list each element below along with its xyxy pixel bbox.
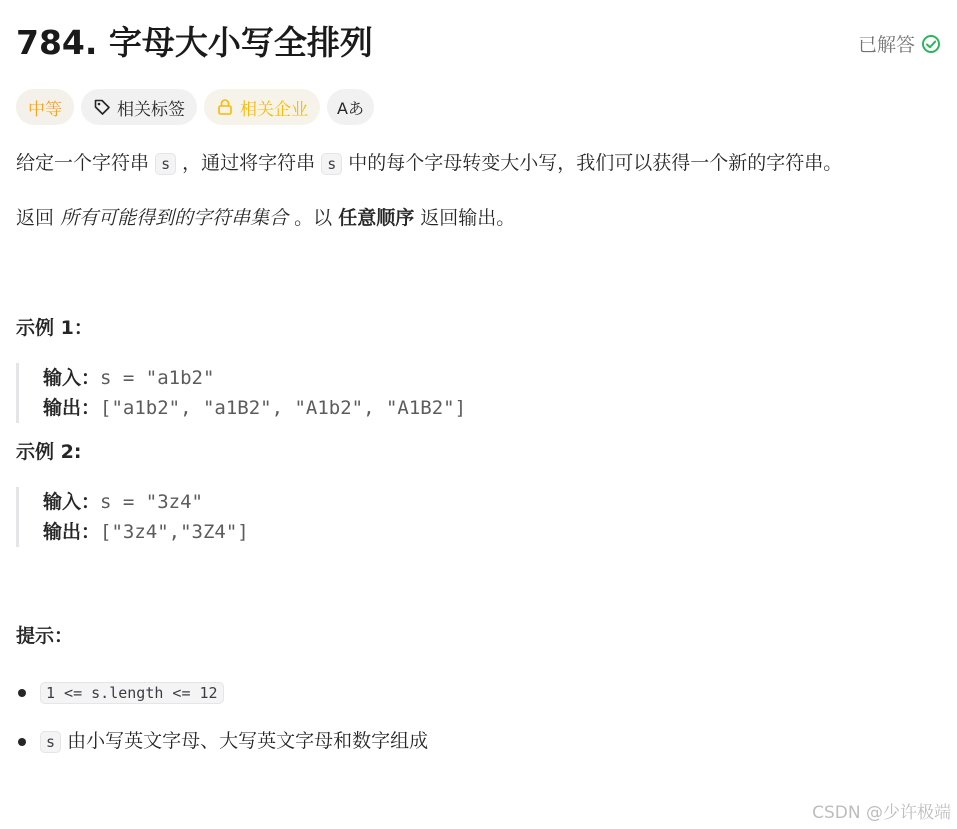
input-label: 输入： [43, 491, 101, 513]
related-companies-button[interactable] [204, 89, 320, 125]
related-companies-label: 相关企业 [240, 99, 308, 120]
hints-list [16, 675, 941, 759]
problem-header [16, 18, 941, 68]
example-1-input [43, 363, 941, 393]
check-circle-icon [921, 34, 941, 54]
related-topics-button[interactable] [81, 89, 197, 125]
description-paragraph-2 [16, 203, 941, 233]
inline-code: s [40, 731, 61, 753]
example-1-title: 示例 1： [16, 317, 93, 339]
problem-description [16, 148, 941, 773]
translate-icon: Aあ [337, 98, 364, 118]
problem-title: 784. 字母大小写全排列 [16, 23, 373, 62]
example-2-output [43, 517, 941, 547]
inline-code: 1 <= s.length <= 12 [40, 682, 224, 704]
example-2-block [16, 487, 941, 547]
text-span: 返回输出。 [420, 207, 516, 229]
text-span: 返回 [16, 207, 55, 229]
hint-item [16, 724, 941, 759]
solved-label: 已解答 [857, 34, 915, 56]
difficulty-tag[interactable] [16, 89, 74, 125]
output-label: 输出： [43, 397, 101, 419]
tag-bar [16, 89, 374, 125]
hint-item [16, 675, 941, 710]
difficulty-label: 中等 [28, 99, 62, 120]
strong-text: 任意顺序 [338, 207, 415, 229]
text-span: 给定一个字符串 [16, 152, 150, 174]
inline-code: s [321, 153, 342, 175]
input-value: s = "3z4" [100, 491, 203, 513]
emphasis-text: 所有可能得到的字符串集合 [60, 207, 289, 229]
example-2-title: 示例 2: [16, 441, 82, 463]
tag-icon [93, 98, 111, 116]
related-topics-label: 相关标签 [117, 99, 185, 120]
example-1-block [16, 363, 941, 423]
output-value: ["a1b2", "a1B2", "A1b2", "A1B2"] [100, 397, 467, 419]
inline-code: s [155, 153, 176, 175]
text-span: 。以 [294, 207, 333, 229]
input-label: 输入： [43, 367, 101, 389]
translate-button[interactable] [327, 89, 374, 125]
output-value: ["3z4","3Z4"] [100, 521, 249, 543]
input-value: s = "a1b2" [100, 367, 215, 389]
description-paragraph-1 [16, 148, 941, 179]
output-label: 输出： [43, 521, 101, 543]
text-span: 中的每个字母转变大小写，我们可以获得一个新的字符串。 [348, 152, 843, 174]
hints-title: 提示： [16, 625, 74, 647]
hint-text: 由小写英文字母、大写英文字母和数字组成 [67, 730, 429, 752]
text-span: ，通过将字符串 [182, 152, 316, 174]
watermark: CSDN @少许极端 [812, 803, 951, 823]
example-2-input [43, 487, 941, 517]
solved-status [858, 30, 941, 57]
lock-icon [216, 98, 234, 116]
example-1-output [43, 393, 941, 423]
